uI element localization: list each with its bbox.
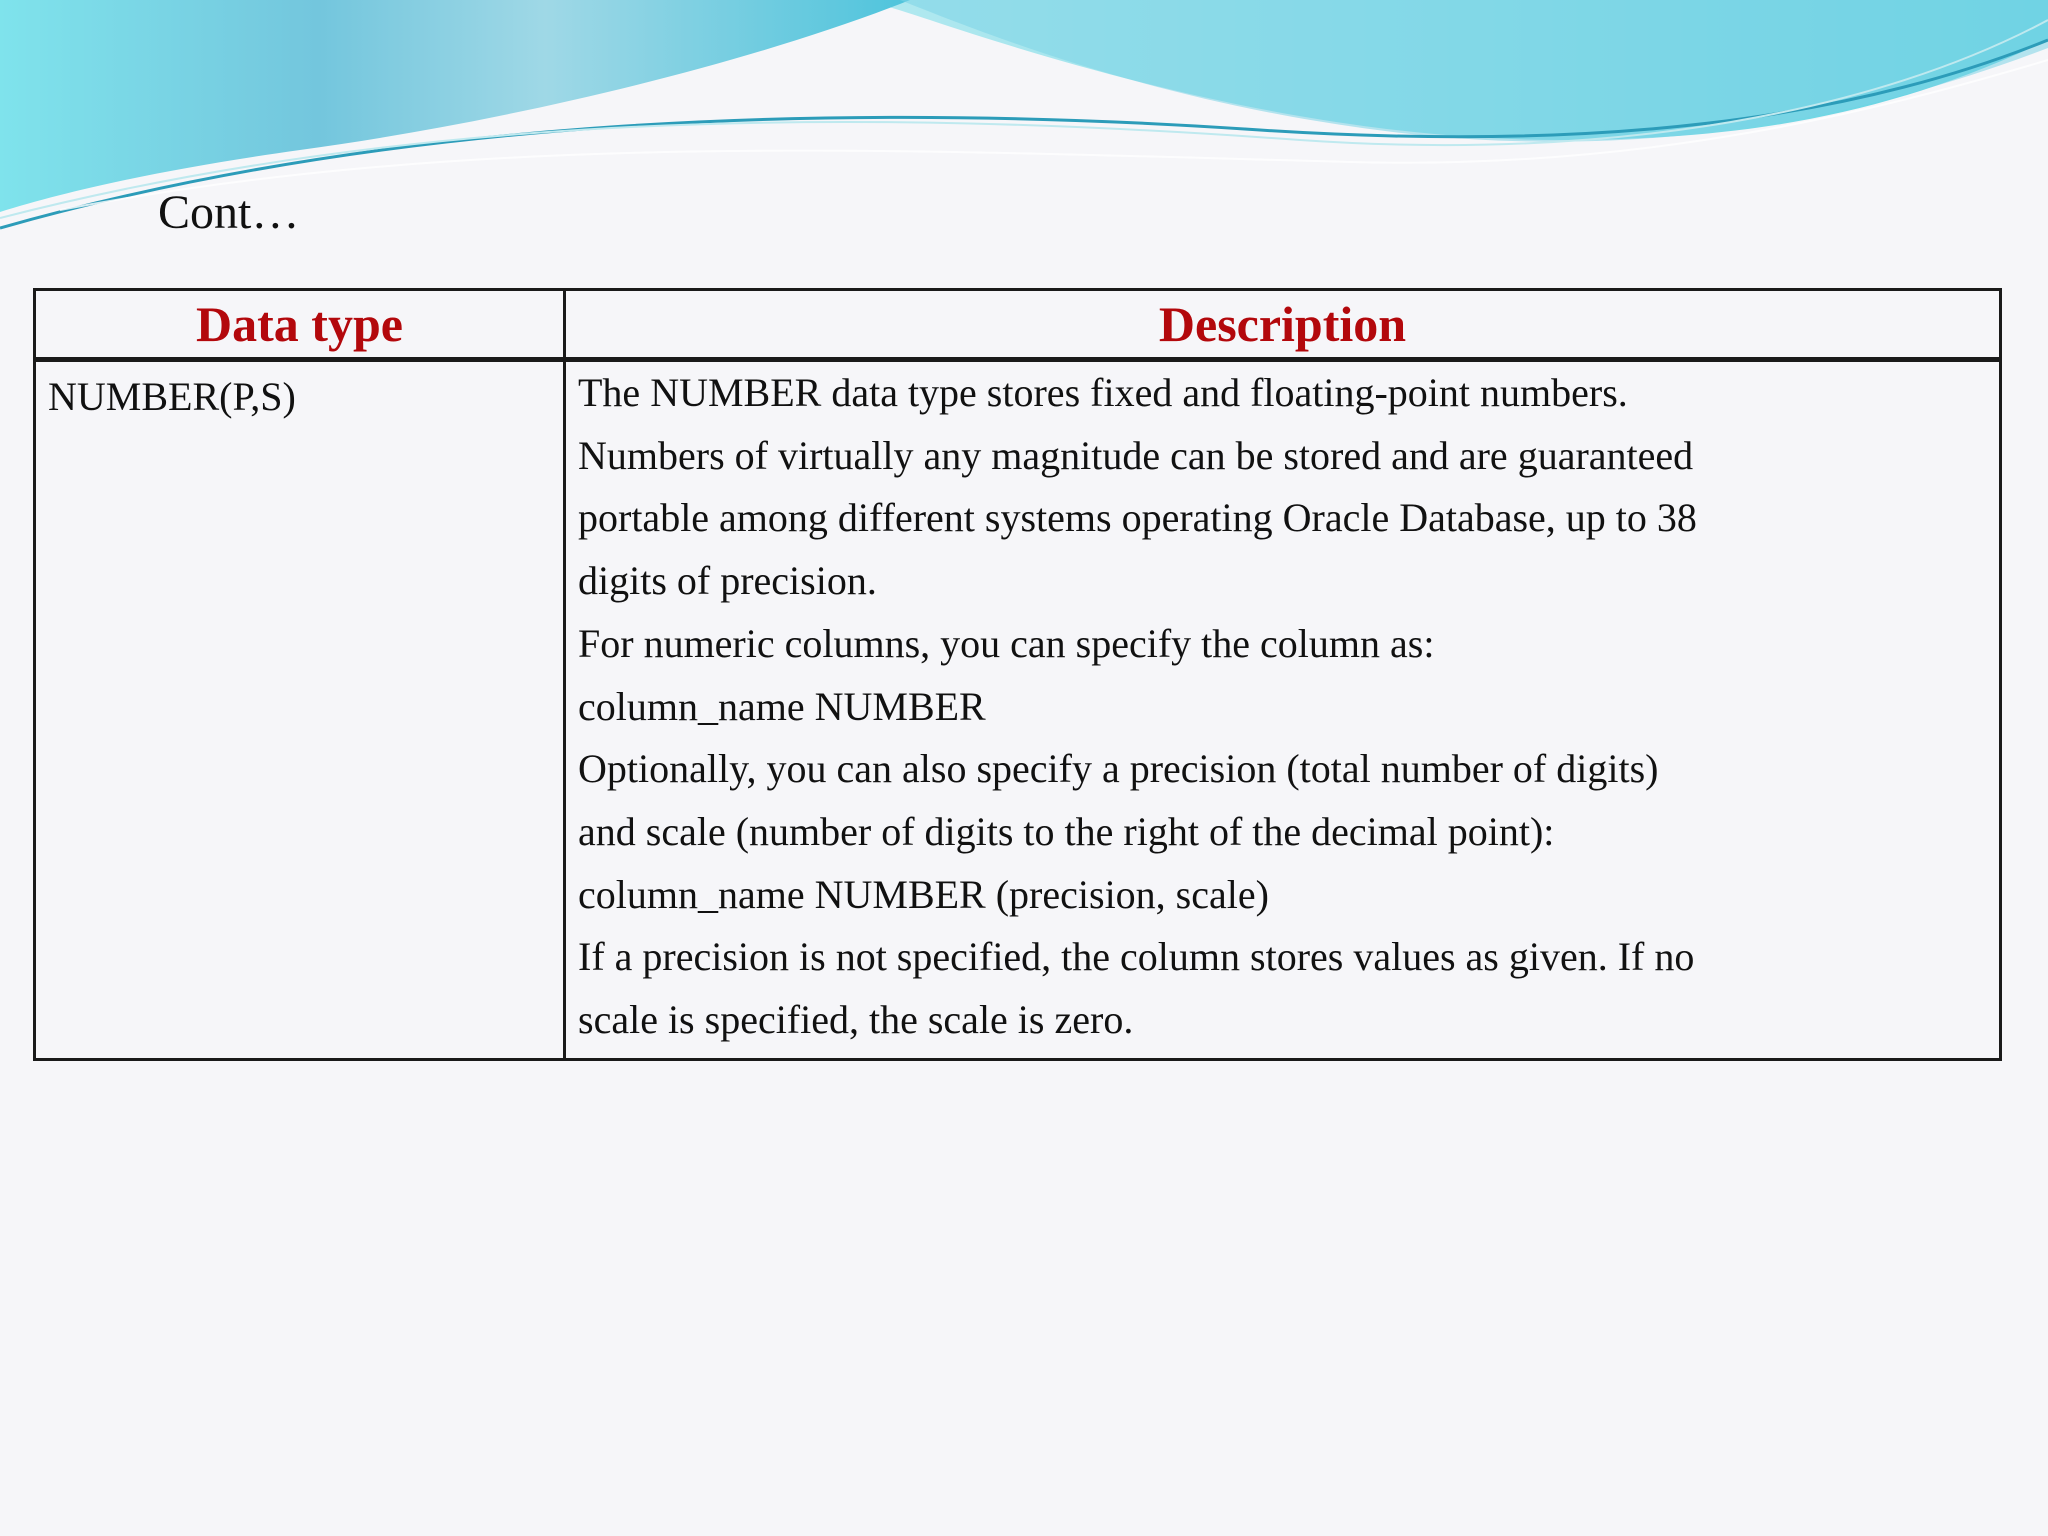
- header-description: Description: [565, 290, 2001, 360]
- cell-data-type: NUMBER(P,S): [35, 360, 565, 1060]
- description-line: column_name NUMBER (precision, scale): [578, 871, 1269, 917]
- description-line: If a precision is not specified, the column stores values as given. If no: [578, 934, 1695, 980]
- data-type-table: [33, 288, 2002, 1061]
- table-header-row: [35, 290, 2001, 360]
- description-line: scale is specified, the scale is zero.: [578, 997, 1134, 1043]
- description-line: and scale (number of digits to the right of the decimal point):: [578, 808, 1555, 854]
- description-line: digits of precision.: [578, 558, 877, 604]
- description-line: The NUMBER data type stores fixed and floating-point numbers.: [578, 370, 1628, 415]
- description-line: Optionally, you can also specify a precision (total number of digits): [578, 746, 1659, 792]
- description-line: Numbers of virtually any magnitude can be stored and are guaranteed: [578, 432, 1694, 478]
- slide-title: Cont…: [158, 186, 300, 239]
- description-line: portable among different systems operating Oracle Database, up to 38: [578, 495, 1697, 541]
- table-row: [35, 360, 2001, 1060]
- description-line: column_name NUMBER: [578, 683, 986, 729]
- cell-description: [565, 360, 2001, 1060]
- header-wave-decoration: [0, 0, 2048, 240]
- description-line: For numeric columns, you can specify the column as:: [578, 620, 1435, 666]
- header-data-type: Data type: [35, 290, 565, 360]
